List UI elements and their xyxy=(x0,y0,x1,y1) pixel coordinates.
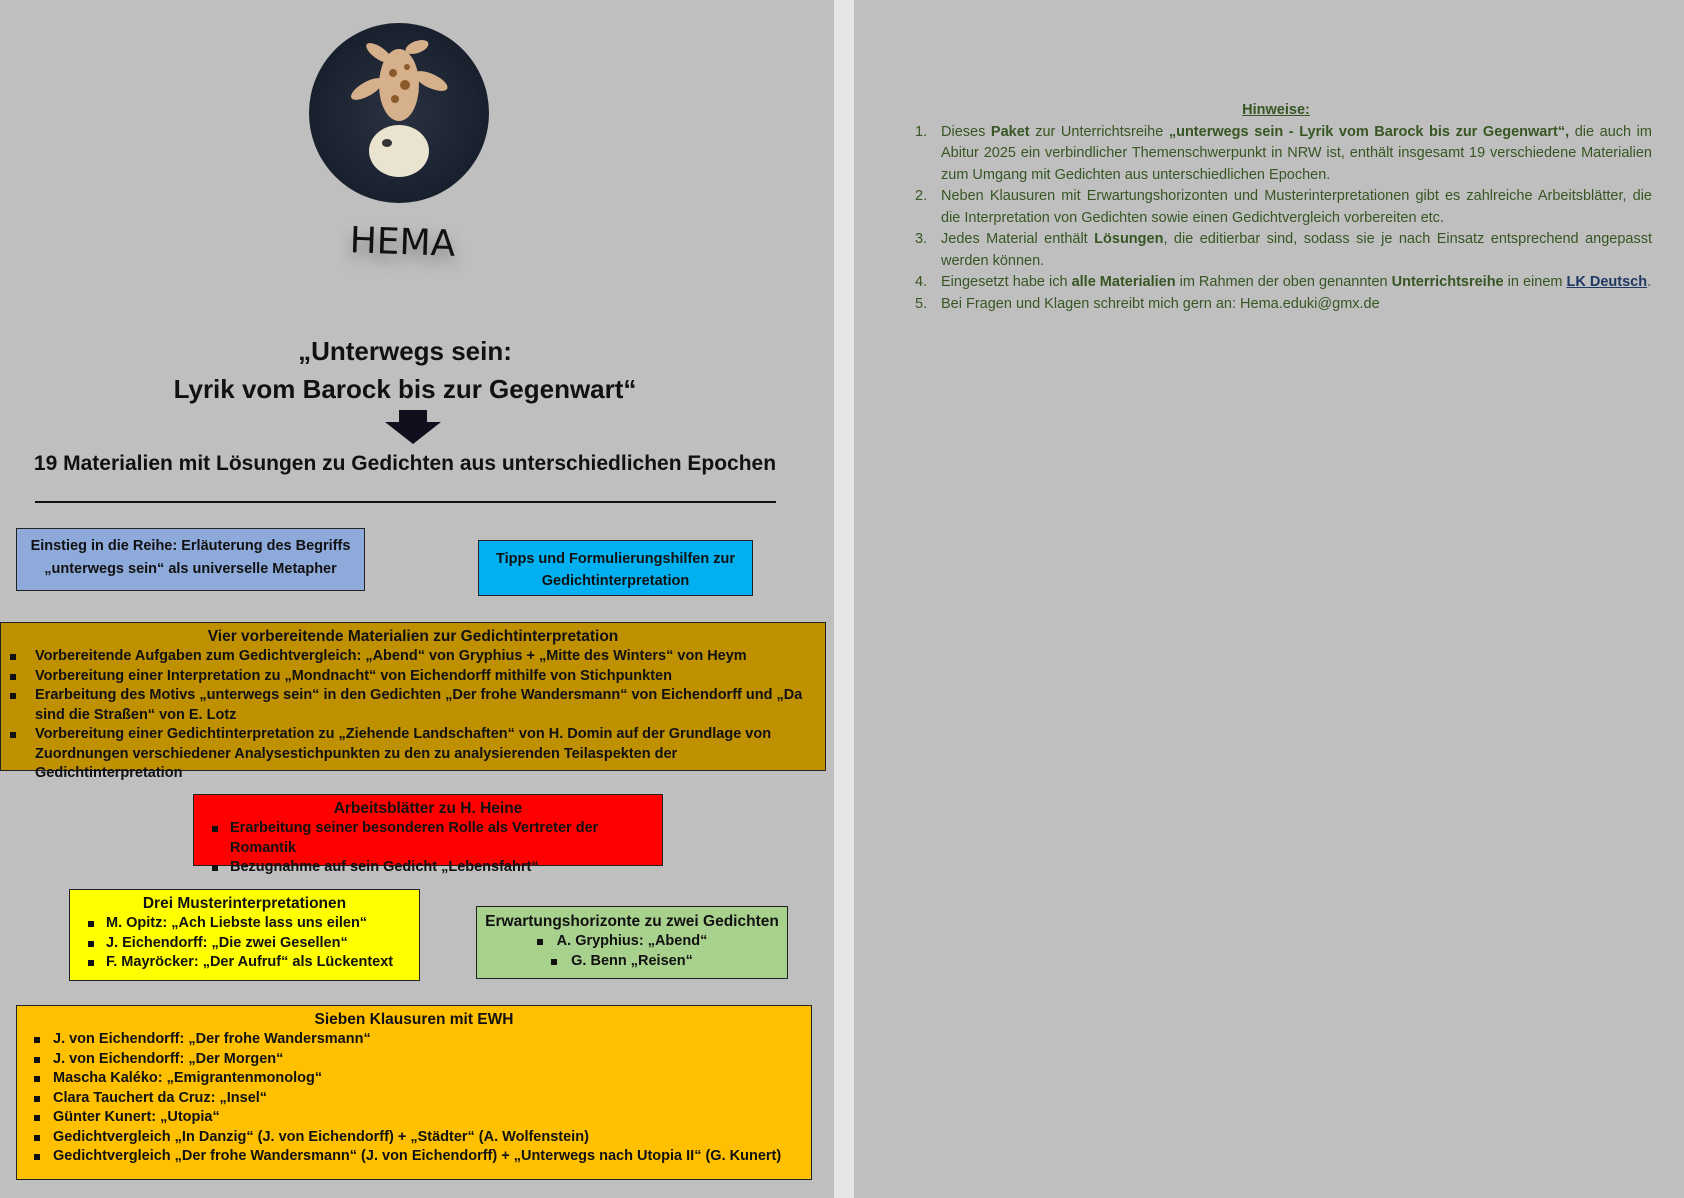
list-item: Vorbereitung einer Gedichtinterpretation zu „Ziehende Landschaften“ von H. Domin auf der Grundlage von Zuordnungen verschiedener Analysestichpunkten zu den zu analysierenden Teilaspekten der Gedichtinterpretation xyxy=(35,725,817,784)
list-item: M. Opitz: „Ach Liebste lass uns eilen“ xyxy=(106,914,411,934)
page-title-line2: Lyrik vom Barock bis zur Gegenwart“ xyxy=(173,374,637,404)
list-item: Günter Kunert: „Utopia“ xyxy=(53,1108,803,1128)
note-text: Jedes Material enthält xyxy=(941,231,1095,247)
box-klausuren xyxy=(16,1005,812,1180)
lk-deutsch-link[interactable]: LK Deutsch xyxy=(1566,274,1648,290)
box-sieben-heading: Sieben Klausuren mit EWH xyxy=(314,1011,514,1028)
note-bold: „unterwegs sein - Lyrik vom Barock bis zur Gegenwart“, xyxy=(1168,123,1570,140)
list-item: Erarbeitung des Motivs „unterwegs sein“ in den Gedichten „Der frohe Wandersmann“ von Eichendorff und „Da sind die Straßen“ von E. Lotz xyxy=(35,686,817,725)
list-item: Bezugnahme auf sein Gedicht „Lebensfahrt“ xyxy=(230,858,654,878)
note-text: die auch im Abitur 2025 ein verbindlicher Themenschwerpunkt in NRW ist, enthält insgesamt 19 verschiedene Materialien zum Umgang mit Gedichten aus unterschiedlichen Epochen. xyxy=(941,123,1652,183)
list-item: J. Eichendorff: „Die zwei Gesellen“ xyxy=(106,934,411,954)
subtitle: 19 Materialien mit Lösungen zu Gedichten aus unterschiedlichen Epochen xyxy=(33,452,777,475)
list-item xyxy=(900,294,1652,316)
list-item: Vorbereitende Aufgaben zum Gedichtvergleich: „Abend“ von Gryphius + „Mitte des Winters“ von Heym xyxy=(35,647,817,667)
note-text: . xyxy=(1647,274,1652,290)
note-text: Neben Klausuren mit Erwartungshorizonten und Musterinterpretationen gibt es zahlreiche Arbeitsblätter, die die Interpretation von Gedichten sowie einen Gedichtvergleich vorbereiten etc. xyxy=(941,188,1652,226)
list-number: 5. xyxy=(915,295,928,312)
list-item: J. von Eichendorff: „Der Morgen“ xyxy=(53,1050,803,1070)
note-bold: Unterrichtsreihe xyxy=(1391,274,1504,290)
list-item: Vorbereitung einer Interpretation zu „Mondnacht“ von Eichendorff mithilfe von Stichpunkten xyxy=(35,667,817,687)
note-text: in einem xyxy=(1503,274,1567,290)
page-title-line1: „Unterwegs sein: xyxy=(298,336,512,366)
logo-text: HEMA xyxy=(349,220,456,265)
list-item xyxy=(900,229,1652,272)
box-einstieg-line2: „unterwegs sein“ als universelle Metapher xyxy=(44,561,337,577)
list-number: 3. xyxy=(915,231,928,247)
hinweise-section xyxy=(900,100,1652,315)
box-tipps-line1: Tipps und Formulierungshilfen zur xyxy=(496,551,735,567)
divider-line xyxy=(35,501,776,503)
note-text: , die editierbar sind, sodass sie je nach Einsatz entsprechend angepasst werden können. xyxy=(941,231,1652,269)
list-item xyxy=(900,122,1652,187)
page-gutter xyxy=(834,0,854,1198)
plush-toy-icon xyxy=(309,23,489,203)
note-text: zur Unterrichtsreihe xyxy=(1029,123,1169,140)
box-erwartungshorizonte xyxy=(476,906,788,979)
list-item-text: A. Gryphius: „Abend“ xyxy=(556,933,708,949)
list-item: Clara Tauchert da Cruz: „Insel“ xyxy=(53,1089,803,1109)
logo-image xyxy=(309,23,489,203)
list-item: Gedichtvergleich „In Danzig“ (J. von Eichendorff) + „Städter“ (A. Wolfenstein) xyxy=(53,1128,803,1148)
note-bold: Lösungen xyxy=(1094,231,1164,247)
list-item xyxy=(477,932,787,952)
list-number: 1. xyxy=(915,123,928,140)
note-text: im Rahmen der oben genannten xyxy=(1175,274,1392,290)
note-bold: alle Materialien xyxy=(1071,274,1176,290)
box-musterinterpretationen xyxy=(69,889,420,981)
box-drei-heading: Drei Musterinterpretationen xyxy=(142,895,347,912)
list-item xyxy=(900,186,1652,229)
box-tipps xyxy=(478,540,753,596)
hinweise-heading: Hinweise: xyxy=(1242,102,1310,118)
list-item xyxy=(900,272,1652,294)
note-text: Dieses xyxy=(941,123,991,140)
arrow-down-icon xyxy=(385,410,441,444)
box-heine xyxy=(193,794,663,875)
list-item: F. Mayröcker: „Der Aufruf“ als Lückentext xyxy=(106,953,411,973)
list-number: 2. xyxy=(915,188,928,204)
box-heine-heading: Arbeitsblätter zu H. Heine xyxy=(333,800,523,817)
list-item: Erarbeitung seiner besonderen Rolle als Vertreter der Romantik xyxy=(230,819,654,858)
list-item-text: G. Benn „Reisen“ xyxy=(571,952,693,969)
box-einstieg xyxy=(16,528,365,591)
note-text: Bei Fragen und Klagen schreibt mich gern an: Hema.eduki@gmx.de xyxy=(941,295,1380,312)
list-item: Gedichtvergleich „Der frohe Wandersmann“ (J. von Eichendorff) + „Unterwegs nach Utopia II“ (G. Kunert) xyxy=(53,1147,803,1167)
note-text: Eingesetzt habe ich xyxy=(941,274,1072,290)
box-erw-heading: Erwartungshorizonte zu zwei Gedichten xyxy=(485,913,779,930)
list-item: Mascha Kaléko: „Emigrantenmonolog“ xyxy=(53,1069,803,1089)
list-number: 4. xyxy=(915,274,928,290)
box-einstieg-line1: Einstieg in die Reihe: Erläuterung des Begriffs xyxy=(30,538,351,554)
list-item xyxy=(477,952,787,972)
list-item: J. von Eichendorff: „Der frohe Wandersmann“ xyxy=(53,1030,803,1050)
box-vorbereitende-materialien xyxy=(0,622,826,781)
box-vier-heading: Vier vorbereitende Materialien zur Gedichtinterpretation xyxy=(207,628,619,645)
box-tipps-line2: Gedichtinterpretation xyxy=(541,573,690,589)
note-bold: Paket xyxy=(990,123,1030,140)
